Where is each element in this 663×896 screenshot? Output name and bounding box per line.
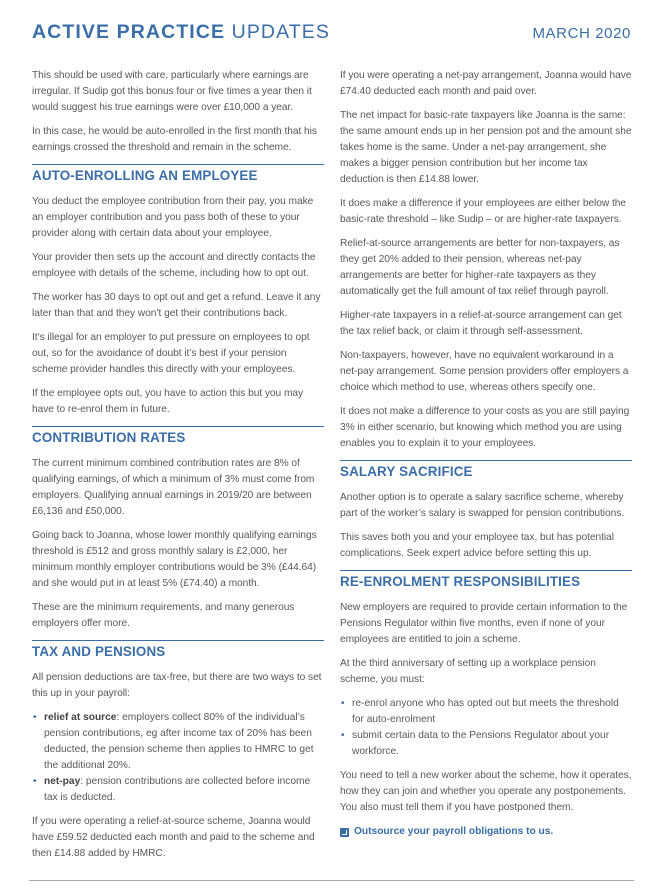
paragraph: All pension deductions are tax-free, but there are two ways to set this up in your payroll: — [32, 672, 322, 699]
paragraph: New employers are required to provide certain information to the Pensions Regulator within five months, even if none of your employees are entitled to join a scheme. — [340, 602, 628, 645]
bullet-list — [340, 696, 632, 760]
newsletter-title-light: UPDATES — [231, 21, 330, 43]
list-item-text: re-enrol anyone who has opted out but meets the threshold for auto-enrolment — [352, 698, 619, 725]
newsletter-title-bold: ACTIVE PRACTICE — [32, 21, 226, 43]
paragraph: This saves both you and your employee tax, but has potential complications. Seek expert advice before setting this up. — [340, 532, 614, 559]
outsource-payroll-link[interactable] — [340, 824, 632, 840]
list-item-term: net-pay — [44, 776, 81, 787]
section-divider — [32, 640, 324, 641]
section-divider — [340, 460, 632, 461]
paragraph: If you were operating a relief-at-source scheme, Joanna would have £59.52 deducted each month and paid to the scheme and then £14.88 added by HMRC. — [32, 816, 315, 859]
list-item-text: : employers collect 80% of the individual’s pension contributions, eg after income tax of 20% has been deducted, the pension scheme then applies to HMRC to get the additional 20%. — [44, 712, 314, 771]
paragraph: Going back to Joanna, whose lower monthly qualifying earnings threshold is £512 and gross monthly salary is £2,000, her minimum monthly employer contributions would be 3% (£44.64) and she would put in at least 5% (£74.40) a month. — [32, 530, 317, 589]
list-item-text: : pension contributions are collected before income tax is deducted. — [44, 776, 311, 803]
paragraph: The current minimum combined contribution rates are 8% of qualifying earnings, of which a minimum of 3% must come from employers. Qualifying annual earnings in 2019/20 are between £6,136 and £50,000. — [32, 458, 315, 517]
newsletter-title — [32, 21, 330, 44]
list-item-text: submit certain data to the Pensions Regulator about your workforce. — [352, 730, 610, 757]
section-auto-enrolling — [32, 164, 324, 418]
list-item — [32, 710, 324, 774]
section-heading: SALARY SACRIFICE — [340, 464, 473, 479]
bullet-icon: • — [33, 712, 37, 723]
paragraph: It does make a difference if your employees are either below the basic-rate threshold – like Sudip – or are higher-rate taxpayers. — [340, 198, 626, 225]
section-re-enrolment — [340, 570, 632, 840]
list-item — [340, 728, 632, 760]
section-tax-and-pensions — [32, 640, 324, 862]
paragraph: This should be used with care, particularly where earnings are irregular. If Sudip got this bonus four or five times a year then it would suggest his true earnings were over £10,000 a year. — [32, 70, 312, 113]
paragraph: Non-taxpayers, however, have no equivalent workaround in a net-pay arrangement. Some pension providers offer employers a choice which method to use, whereas others specify one. — [340, 350, 629, 393]
paragraph: At the third anniversary of setting up a workplace pension scheme, you must: — [340, 658, 596, 685]
left-column — [32, 68, 324, 870]
section-divider — [340, 570, 632, 571]
section-divider — [32, 164, 324, 165]
arrow-link-icon — [340, 828, 349, 837]
section-heading: CONTRIBUTION RATES — [32, 430, 186, 445]
paragraph: Your provider then sets up the account and directly contacts the employee with details of the scheme, including how to opt out. — [32, 252, 316, 279]
issue-date: MARCH 2020 — [532, 25, 631, 42]
bullet-icon: • — [341, 698, 345, 709]
paragraph: In this case, he would be auto-enrolled in the first month that his earnings crossed the threshold and remain in the scheme. — [32, 126, 317, 153]
footer-divider — [29, 880, 634, 881]
section-heading: RE-ENROLMENT RESPONSIBILITIES — [340, 574, 581, 589]
paragraph: Another option is to operate a salary sacrifice scheme, whereby part of the worker’s salary is swapped for pension contributions. — [340, 492, 625, 519]
section-heading: TAX AND PENSIONS — [32, 644, 166, 659]
paragraph: It does not make a difference to your costs as you are still paying 3% in either scenario, but knowing which method you are using enables you to explain it to your employees. — [340, 406, 630, 449]
list-item-term: relief at source — [44, 712, 117, 723]
paragraph: You need to tell a new worker about the scheme, how it operates, how they can join and whether you operate any postponements. You also must tell them if you have postponed them. — [340, 770, 632, 813]
bullet-icon: • — [341, 730, 345, 741]
section-heading: AUTO-ENROLLING AN EMPLOYEE — [32, 168, 258, 183]
section-divider — [32, 426, 324, 427]
paragraph: If the employee opts out, you have to action this but you may have to re-enrol them in future. — [32, 388, 304, 415]
list-item — [340, 696, 632, 728]
paragraph: If you were operating a net-pay arrangement, Joanna would have £74.40 deducted each month and paid over. — [340, 70, 632, 97]
bullet-list — [32, 710, 324, 806]
paragraph: You deduct the employee contribution from their pay, you make an employer contribution and you pass both of these to your provider along with certain data about your employee. — [32, 196, 314, 239]
paragraph: Relief-at-source arrangements are better for non-taxpayers, as they get 20% added to their pension, whereas net-pay arrangements are better for higher-rate taxpayers as they automatically get the full amount of tax relief through payroll. — [340, 238, 620, 297]
paragraph: It’s illegal for an employer to put pressure on employees to opt out, so for the avoidance of doubt it’s best if your pension scheme provider handles this directly with your employees. — [32, 332, 310, 375]
paragraph: The net impact for basic-rate taxpayers like Joanna is the same: the same amount ends up in her pension pot and the amount she takes home is the same. Under a net-pay arrangement, she makes a bigger pension contribution but her income tax deduction is then £14.88 lower. — [340, 110, 632, 185]
paragraph: Higher-rate taxpayers in a relief-at-source arrangement can get the tax relief back, or claim it through self-assessment. — [340, 310, 622, 337]
masthead — [32, 21, 631, 49]
paragraph: These are the minimum requirements, and many generous employers offer more. — [32, 602, 295, 629]
outsource-payroll-link-label[interactable]: Outsource your payroll obligations to us. — [354, 826, 554, 837]
paragraph: The worker has 30 days to opt out and get a refund. Leave it any later than that and they won’t get their contributions back. — [32, 292, 321, 319]
section-salary-sacrifice — [340, 460, 632, 562]
list-item — [32, 774, 324, 806]
section-contribution-rates — [32, 426, 324, 632]
bullet-icon: • — [33, 776, 37, 787]
right-column — [340, 68, 632, 840]
